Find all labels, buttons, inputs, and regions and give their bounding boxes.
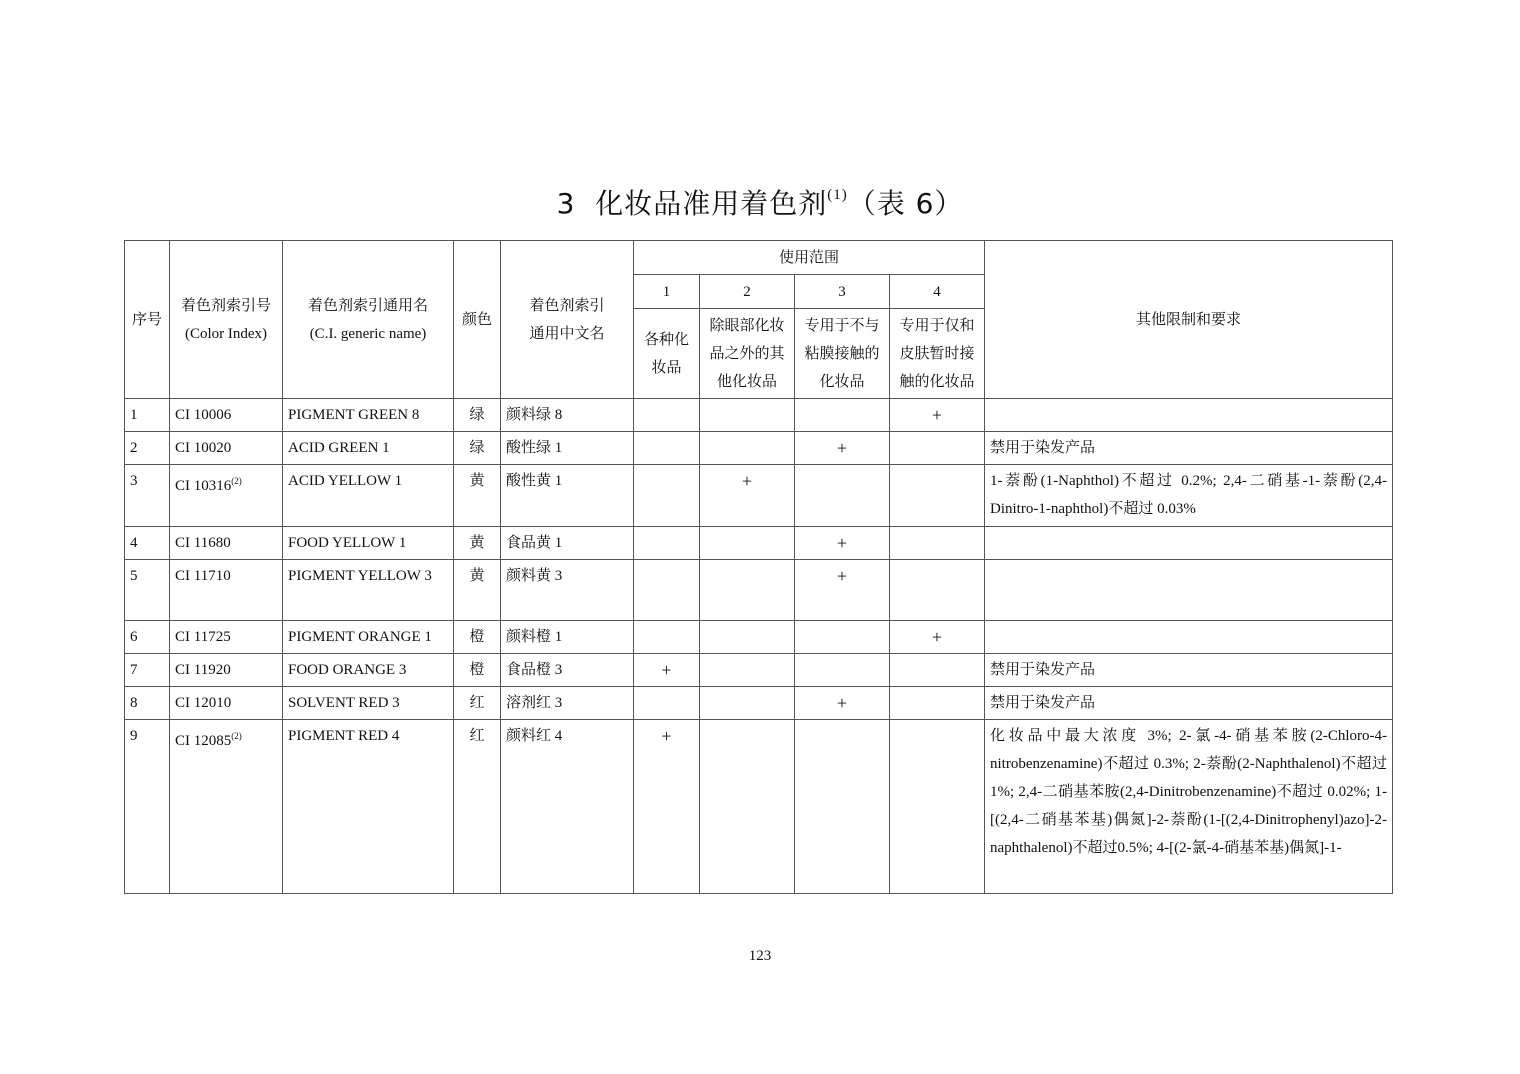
- header-scope-1: 各种化妆品: [634, 309, 700, 399]
- cell-scope-4: [890, 654, 985, 687]
- header-cn-name: [501, 241, 634, 399]
- cell-seq: 3: [125, 465, 170, 527]
- cell-scope-4: [890, 527, 985, 560]
- cell-scope-4: [890, 720, 985, 894]
- cell-color: 绿: [454, 399, 501, 432]
- cell-name: PIGMENT GREEN 8: [283, 399, 454, 432]
- cell-other: [985, 399, 1393, 432]
- table-row: [125, 720, 1393, 894]
- ci-footnote: (2): [231, 476, 242, 486]
- cell-seq: 4: [125, 527, 170, 560]
- ci-number: CI 11725: [175, 629, 231, 645]
- cell-other: 禁用于染发产品: [985, 654, 1393, 687]
- cell-ci: [170, 687, 283, 720]
- cell-scope-2: [700, 527, 795, 560]
- header-name-en: (C.I. generic name): [309, 325, 427, 342]
- table-row: [125, 432, 1393, 465]
- cell-scope-4: [890, 687, 985, 720]
- table-row: [125, 399, 1393, 432]
- header-other: 其他限制和要求: [985, 241, 1393, 399]
- cell-name: FOOD YELLOW 1: [283, 527, 454, 560]
- title-table-ref: （表 6）: [847, 187, 964, 220]
- cell-cn-name: 溶剂红 3: [501, 687, 634, 720]
- cell-scope-1: [634, 687, 700, 720]
- cell-seq: 1: [125, 399, 170, 432]
- header-ci: [170, 241, 283, 399]
- ci-footnote: (2): [231, 731, 242, 741]
- table-row: [125, 687, 1393, 720]
- cell-cn-name: 颜料红 4: [501, 720, 634, 894]
- ci-number: CI 10020: [175, 440, 232, 456]
- cell-name: SOLVENT RED 3: [283, 687, 454, 720]
- cell-cn-name: 酸性绿 1: [501, 432, 634, 465]
- ci-number: CI 10006: [175, 407, 232, 423]
- cell-seq: 5: [125, 560, 170, 621]
- ci-number: CI 10316: [175, 478, 232, 494]
- cell-scope-1: [634, 432, 700, 465]
- table-row: [125, 621, 1393, 654]
- header-name-cn: 着色剂索引通用名: [307, 297, 428, 314]
- cell-name: ACID YELLOW 1: [283, 465, 454, 527]
- cell-scope-2: [700, 687, 795, 720]
- cell-color: 绿: [454, 432, 501, 465]
- cell-cn-name: 酸性黄 1: [501, 465, 634, 527]
- cell-ci: [170, 621, 283, 654]
- cell-scope-1: +: [634, 720, 700, 894]
- cell-name: PIGMENT ORANGE 1: [283, 621, 454, 654]
- cell-scope-2: [700, 720, 795, 894]
- cell-other: 化妆品中最大浓度 3%; 2-氯-4-硝基苯胺(2-Chloro-4-nitrobenzenamine)不超过 0.3%; 2-萘酚(2-Naphthalenol)不超过 1%; 2,4-二硝基苯胺(2,4-Dinitrobenzenamine)不超过 0.02%; 1-[(2,4-二硝基苯基)偶氮]-2-萘酚(1-[(2,4-Dinitrophenyl)azo]-2-naphthalenol)不超过0.5%; 4-[(2-氯-4-硝基苯基)偶氮]-1-: [985, 720, 1393, 894]
- cell-scope-3: [795, 654, 890, 687]
- cell-scope-1: [634, 527, 700, 560]
- cell-seq: 9: [125, 720, 170, 894]
- cell-scope-2: [700, 399, 795, 432]
- cell-cn-name: 颜料橙 1: [501, 621, 634, 654]
- cell-color: 橙: [454, 654, 501, 687]
- page-number: 123: [748, 948, 772, 964]
- cell-scope-1: [634, 465, 700, 527]
- cell-scope-4: +: [890, 621, 985, 654]
- cell-cn-name: 食品黄 1: [501, 527, 634, 560]
- cell-other: 禁用于染发产品: [985, 687, 1393, 720]
- header-scope-num: 4: [890, 275, 985, 309]
- cell-other: [985, 527, 1393, 560]
- header-color: 颜色: [454, 241, 501, 399]
- cell-seq: 6: [125, 621, 170, 654]
- ci-number: CI 12010: [175, 695, 232, 711]
- cell-ci: [170, 527, 283, 560]
- cell-ci: [170, 560, 283, 621]
- title-text: 化妆品准用着色剂: [595, 187, 828, 220]
- cell-scope-2: [700, 621, 795, 654]
- cell-name: PIGMENT YELLOW 3: [283, 560, 454, 621]
- header-cn-name-line1: 着色剂索引: [529, 297, 605, 314]
- ci-number: CI 11710: [175, 568, 231, 584]
- colorant-table: [124, 240, 1393, 894]
- cell-scope-2: [700, 560, 795, 621]
- cell-seq: 8: [125, 687, 170, 720]
- cell-cn-name: 颜料黄 3: [501, 560, 634, 621]
- header-scope-2: 除眼部化妆品之外的其他化妆品: [700, 309, 795, 399]
- cell-ci: [170, 720, 283, 894]
- cell-name: FOOD ORANGE 3: [283, 654, 454, 687]
- ci-number: CI 11920: [175, 662, 231, 678]
- cell-ci: [170, 399, 283, 432]
- cell-seq: 7: [125, 654, 170, 687]
- cell-ci: [170, 432, 283, 465]
- cell-scope-3: [795, 465, 890, 527]
- cell-color: 黄: [454, 560, 501, 621]
- cell-scope-1: +: [634, 654, 700, 687]
- cell-seq: 2: [125, 432, 170, 465]
- header-name: [283, 241, 454, 399]
- cell-color: 红: [454, 720, 501, 894]
- cell-scope-1: [634, 621, 700, 654]
- cell-ci: [170, 654, 283, 687]
- cell-name: PIGMENT RED 4: [283, 720, 454, 894]
- cell-scope-2: +: [700, 465, 795, 527]
- cell-cn-name: 颜料绿 8: [501, 399, 634, 432]
- header-scope-3: 专用于不与粘膜接触的化妆品: [795, 309, 890, 399]
- cell-scope-4: [890, 432, 985, 465]
- header-ci-en: (Color Index): [184, 325, 268, 342]
- cell-scope-3: +: [795, 560, 890, 621]
- cell-scope-3: +: [795, 527, 890, 560]
- cell-other: [985, 560, 1393, 621]
- header-cn-name-line2: 通用中文名: [529, 325, 605, 342]
- cell-scope-4: [890, 465, 985, 527]
- header-scope-num: 1: [634, 275, 700, 309]
- cell-color: 黄: [454, 465, 501, 527]
- cell-scope-3: +: [795, 687, 890, 720]
- table-row: [125, 654, 1393, 687]
- cell-scope-4: [890, 560, 985, 621]
- cell-name: ACID GREEN 1: [283, 432, 454, 465]
- header-scope-num: 3: [795, 275, 890, 309]
- cell-scope-3: [795, 720, 890, 894]
- cell-scope-4: +: [890, 399, 985, 432]
- cell-scope-1: [634, 560, 700, 621]
- cell-scope-2: [700, 432, 795, 465]
- page-title: [0, 182, 1520, 222]
- ci-number: CI 11680: [175, 535, 231, 551]
- cell-cn-name: 食品橙 3: [501, 654, 634, 687]
- table-row: [125, 560, 1393, 621]
- cell-other: [985, 621, 1393, 654]
- header-seq: 序号: [125, 241, 170, 399]
- ci-number: CI 12085: [175, 733, 232, 749]
- table-row: [125, 527, 1393, 560]
- cell-other: 1-萘酚(1-Naphthol)不超过 0.2%; 2,4-二硝基-1-萘酚(2,4-Dinitro-1-naphthol)不超过 0.03%: [985, 465, 1393, 527]
- cell-scope-1: [634, 399, 700, 432]
- cell-color: 红: [454, 687, 501, 720]
- cell-scope-3: +: [795, 432, 890, 465]
- cell-ci: [170, 465, 283, 527]
- cell-color: 黄: [454, 527, 501, 560]
- cell-scope-2: [700, 654, 795, 687]
- cell-other: 禁用于染发产品: [985, 432, 1393, 465]
- header-scope-4: 专用于仅和皮肤暂时接触的化妆品: [890, 309, 985, 399]
- header-ci-cn: 着色剂索引号: [180, 297, 271, 314]
- header-scope-num: 2: [700, 275, 795, 309]
- table-row: [125, 465, 1393, 527]
- header-scope: 使用范围: [634, 241, 985, 275]
- title-note: (1): [827, 187, 848, 203]
- cell-scope-3: [795, 399, 890, 432]
- title-number: 3: [556, 187, 576, 220]
- cell-color: 橙: [454, 621, 501, 654]
- cell-scope-3: [795, 621, 890, 654]
